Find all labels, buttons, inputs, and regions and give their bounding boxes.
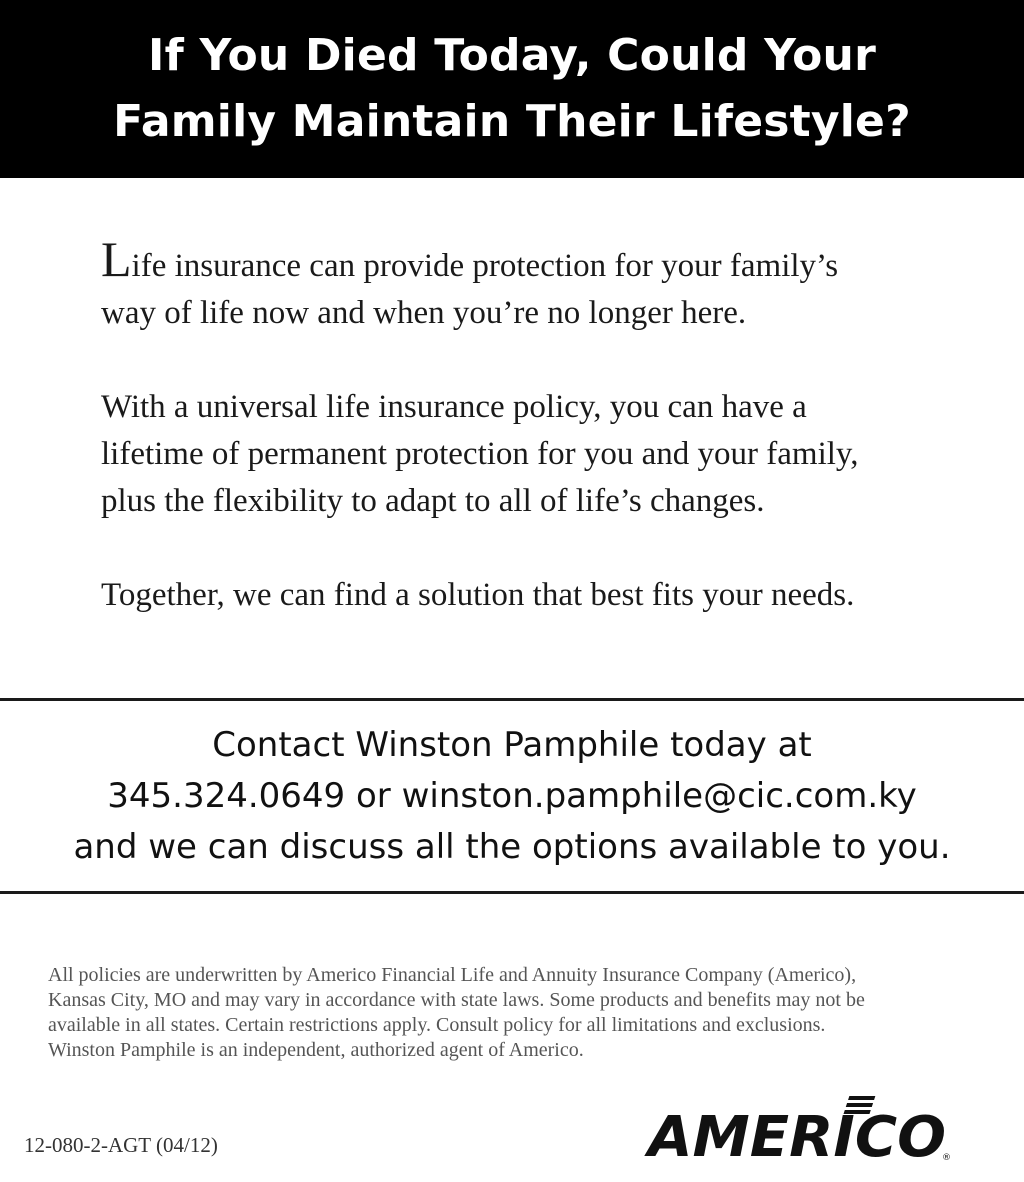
form-code: 12-080-2-AGT (04/12) <box>24 1133 218 1157</box>
headline-banner <box>0 0 1024 178</box>
disclaimer-line-3: available in all states. Certain restrictions apply. Consult policy for all limitations and exclusions. <box>48 1014 826 1036</box>
paragraph-universal-life <box>101 384 981 525</box>
paragraph-universal-life-line-3: plus the flexibility to adapt to all of life’s changes. <box>101 483 765 519</box>
paragraph-intro-line-1-text: ife insurance can provide protection for your family’s <box>131 248 839 284</box>
disclaimer-line-2: Kansas City, MO and may vary in accordance with state laws. Some products and benefits may not be <box>48 989 865 1011</box>
headline-line-1: If You Died Today, Could Your <box>148 30 876 81</box>
registered-mark: ® <box>942 1153 951 1163</box>
paragraph-together <box>101 572 981 619</box>
body-copy <box>101 231 981 666</box>
disclaimer <box>48 963 998 1063</box>
contact-line-1: Contact Winston Pamphile today at <box>212 724 812 765</box>
disclaimer-line-1: All policies are underwritten by Americo Financial Life and Annuity Insurance Company (Americo), <box>48 964 857 986</box>
disclaimer-line-4: Winston Pamphile is an independent, authorized agent of Americo. <box>48 1039 584 1061</box>
headline <box>113 23 911 155</box>
paragraph-universal-life-line-2: lifetime of permanent protection for you and your family, <box>101 436 859 472</box>
paragraph-universal-life-line-1: With a universal life insurance policy, you can have a <box>101 389 807 425</box>
paragraph-intro <box>101 231 981 337</box>
headline-line-2: Family Maintain Their Lifestyle? <box>113 96 911 147</box>
contact-line-2[interactable]: 345.324.0649 or winston.pamphile@cic.com.ky <box>107 775 917 816</box>
contact-box <box>0 698 1024 894</box>
americo-logo <box>636 1094 956 1164</box>
paragraph-intro-line-1 <box>101 231 981 290</box>
contact-line-3: and we can discuss all the options available to you. <box>73 826 951 867</box>
logo-wordmark: AMERICO <box>643 1105 946 1164</box>
drop-cap: L <box>101 231 132 287</box>
paragraph-intro-line-2: way of life now and when you’re no longer here. <box>101 295 747 331</box>
paragraph-together-line-1: Together, we can find a solution that best fits your needs. <box>101 577 855 613</box>
logo-stripe <box>848 1096 875 1100</box>
